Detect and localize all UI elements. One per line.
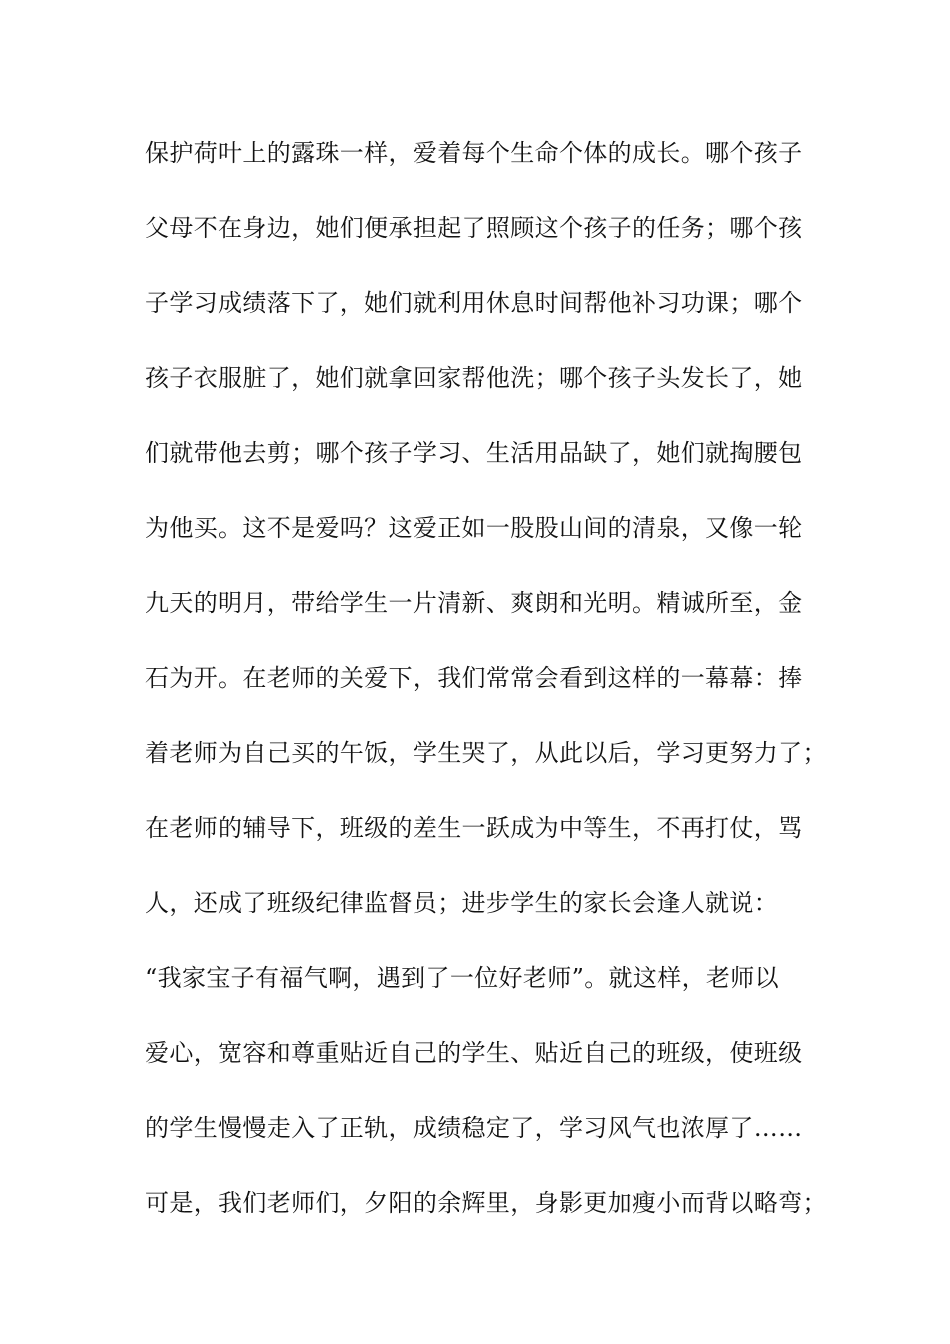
text-line: 父母不在身边，她们便承担起了照顾这个孩子的任务；哪个孩 [145,214,803,242]
text-line: “我家宝子有福气啊，遇到了一位好老师”。就这样，老师以 [145,964,779,992]
text-line: 保护荷叶上的露珠一样，爱着每个生命个体的成长。哪个孩子 [145,139,803,167]
text-line: 九天的明月，带给学生一片清新、爽朗和光明。精诚所至，金 [145,589,803,617]
text-line: 着老师为自己买的午饭，学生哭了，从此以后，学习更努力了； [145,739,827,767]
text-line: 在老师的辅导下，班级的差生一跃成为中等生，不再打仗，骂 [145,814,803,842]
text-line: 子学习成绩落下了，她们就利用休息时间帮他补习功课；哪个 [145,289,803,317]
text-line: 石为开。在老师的关爱下，我们常常会看到这样的一幕幕：捧 [145,664,803,692]
text-line: 人，还成了班级纪律监督员；进步学生的家长会逢人就说： [145,889,779,917]
text-line: 们就带他去剪；哪个孩子学习、生活用品缺了，她们就掏腰包 [145,439,803,467]
text-line: 可是，我们老师们，夕阳的余辉里，身影更加瘦小而背以略弯； [145,1189,827,1217]
text-line: 的学生慢慢走入了正轨，成绩稳定了，学习风气也浓厚了…… [145,1114,803,1142]
text-line: 孩子衣服脏了，她们就拿回家帮他洗；哪个孩子头发长了，她 [145,364,803,392]
text-line: 爱心，宽容和尊重贴近自己的学生、贴近自己的班级，使班级 [145,1039,803,1067]
text-line: 为他买。这不是爱吗？这爱正如一股股山间的清泉，又像一轮 [145,514,803,542]
body-text [145,129,825,1254]
